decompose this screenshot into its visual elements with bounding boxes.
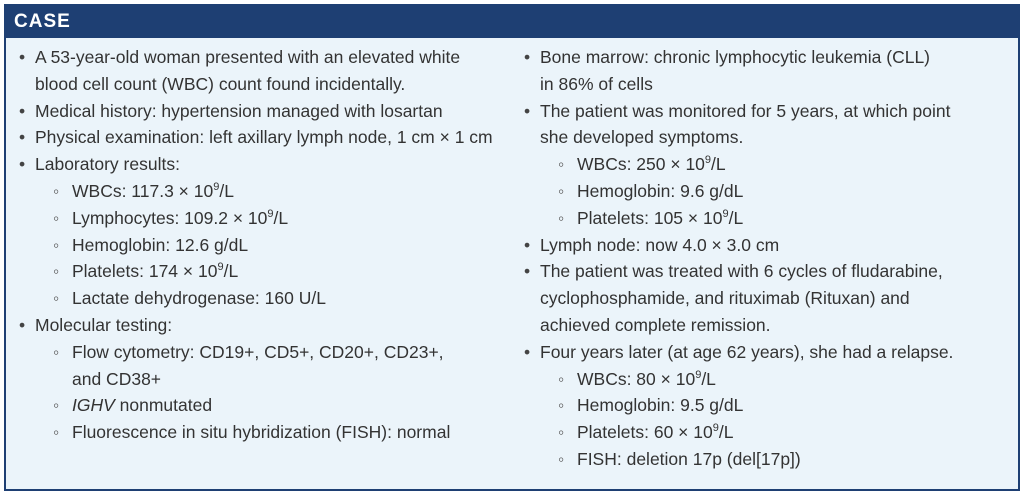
item-text: /L [718, 422, 734, 443]
item-text: /L [701, 368, 716, 389]
item-superscript: 9 [213, 181, 220, 194]
item-text: Bone marrow: chronic lymphocytic leukemia (CLL) [540, 47, 930, 67]
item-text: /L [223, 261, 239, 282]
item-text: /L [273, 207, 289, 228]
item-text: The patient was monitored for 5 years, at which point [540, 100, 951, 121]
item-text: Lactate dehydrogenase: 160 U/L [72, 288, 326, 309]
item-superscript: 9 [267, 207, 274, 220]
item-text: WBCs: 117.3 × 10 [72, 180, 214, 201]
item-text: Laboratory results: [35, 154, 180, 175]
item-text: Hemoglobin: 9.5 g/dL [577, 395, 744, 416]
sub-bullet-item [17, 178, 512, 205]
item-text: blood cell count (WBC) count found incidentally. [35, 73, 406, 94]
bullet-item [17, 124, 512, 151]
sub-bullet-item [17, 285, 512, 312]
bullet-item [522, 124, 1012, 151]
sub-bullet-item [17, 419, 512, 446]
item-superscript: 9 [695, 368, 702, 381]
item-text: Platelets: 105 × 10 [577, 207, 723, 228]
sub-bullet-item [522, 366, 1012, 393]
case-title: CASE [14, 11, 71, 32]
bullet-item [522, 312, 1012, 339]
sub-bullet-item [17, 258, 512, 285]
sub-bullet-item [17, 232, 512, 259]
bullet-item [522, 258, 1012, 285]
left-bullet-list [17, 44, 512, 446]
sub-bullet-item [522, 151, 1012, 178]
item-text: achieved complete remission. [540, 314, 771, 335]
sub-bullet-item [17, 392, 512, 419]
item-text: she developed symptoms. [540, 127, 744, 148]
sub-bullet-item [522, 446, 1012, 473]
sub-bullet-item [522, 392, 1012, 419]
item-text: /L [711, 154, 726, 175]
item-superscript: 9 [704, 154, 712, 167]
bullet-item [522, 339, 1012, 366]
item-text: WBCs: 80 × 10 [577, 368, 696, 389]
bullet-item [522, 71, 1012, 98]
item-text: The patient was treated with 6 cycles of fludarabine, [540, 261, 943, 282]
bullet-item [522, 98, 1012, 125]
item-text: Platelets: 174 × 10 [72, 261, 218, 282]
item-text: Platelets: 60 × 10 [577, 422, 713, 443]
item-superscript: 9 [712, 422, 719, 435]
right-column [522, 44, 1012, 473]
sub-bullet-item [522, 178, 1012, 205]
item-text: nonmutated [114, 395, 213, 416]
item-text: FISH: deletion 17p (del[17p]) [577, 448, 801, 469]
sub-bullet-item [522, 419, 1012, 446]
sub-bullet-item [17, 339, 512, 366]
item-text: A 53-year-old woman presented with an elevated white [35, 47, 461, 67]
item-text: in 86% of cells [540, 73, 653, 94]
item-text: Fluorescence in situ hybridization (FISH): normal [72, 422, 451, 443]
sub-bullet-item [522, 205, 1012, 232]
item-text: Hemoglobin: 9.6 g/dL [577, 180, 744, 201]
left-column [17, 44, 512, 446]
item-superscript: 9 [722, 207, 729, 220]
item-text: Four years later (at age 62 years), she had a relapse. [540, 341, 954, 362]
right-bullet-list [522, 44, 1012, 473]
item-text: Medical history: hypertension managed with losartan [35, 100, 443, 121]
item-text: WBCs: 250 × 10 [577, 154, 705, 175]
sub-bullet-item [17, 366, 512, 393]
bullet-item [522, 44, 1012, 71]
bullet-item [17, 71, 512, 98]
item-text: Molecular testing: [35, 314, 173, 335]
bullet-item [522, 232, 1012, 259]
item-superscript: 9 [217, 261, 224, 274]
bullet-item [17, 98, 512, 125]
item-italic-text: IGHV [72, 395, 115, 416]
bullet-item [522, 285, 1012, 312]
case-header [6, 6, 1018, 38]
item-text: cyclophosphamide, and rituximab (Rituxan) and [540, 288, 910, 309]
item-text: Lymphocytes: 109.2 × 10 [72, 207, 268, 228]
item-text: /L [728, 207, 744, 228]
case-panel [4, 4, 1020, 491]
bullet-item [17, 44, 512, 71]
item-text: and CD38+ [72, 368, 162, 389]
item-text: Lymph node: now 4.0 × 3.0 cm [540, 234, 780, 255]
item-text: Flow cytometry: CD19+, CD5+, CD20+, CD23+, [72, 341, 444, 362]
item-text: Hemoglobin: 12.6 g/dL [72, 234, 249, 255]
bullet-item [17, 312, 512, 339]
item-text: /L [219, 180, 234, 201]
item-text: Physical examination: left axillary lymph node, 1 cm × 1 cm [35, 127, 493, 148]
sub-bullet-item [17, 205, 512, 232]
bullet-item [17, 151, 512, 178]
